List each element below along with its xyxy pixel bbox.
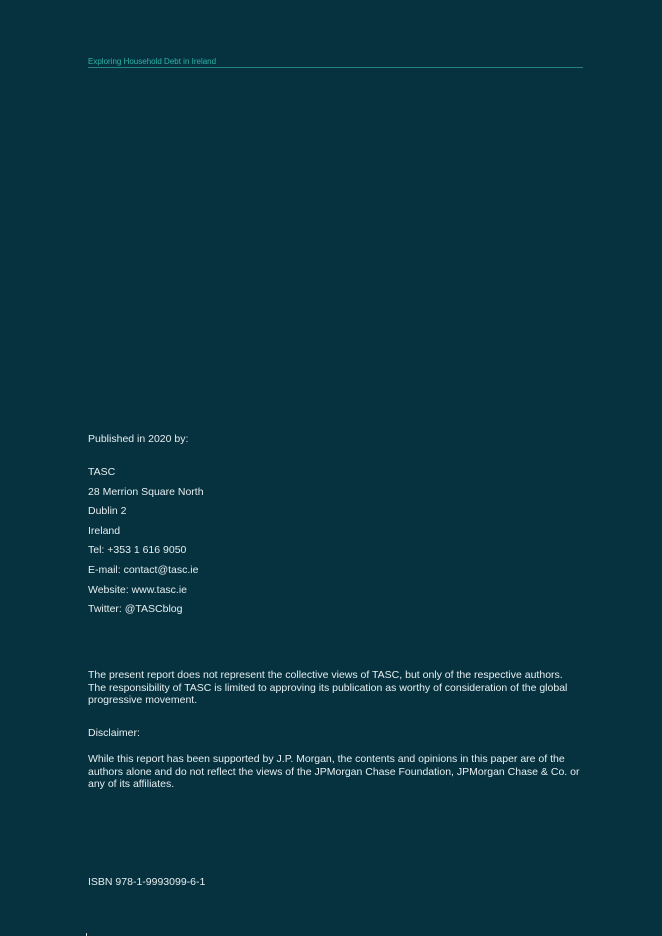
disclaimer-text: While this report has been supported by J.P. Morgan, the contents and opinions in this paper are of the authors alone and do not reflect the views of the JPMorgan Chase Foundation, JPMorgan Chase & Co. or any of its affiliates. — [88, 753, 580, 790]
running-header-title: Exploring Household Debt in Ireland — [88, 57, 217, 66]
address-line-1: 28 Merrion Square North — [88, 485, 204, 498]
twitter-handle: Twitter: @TASCblog — [88, 603, 183, 616]
telephone: Tel: +353 1 616 9050 — [88, 544, 187, 557]
email-contact: E-mail: contact@tasc.ie — [88, 563, 199, 576]
publisher-name: TASC — [88, 466, 116, 478]
address-country: Ireland — [88, 524, 121, 537]
isbn-number: ISBN 978-1-9993099-6-1 — [88, 876, 206, 888]
header-divider — [88, 67, 583, 68]
disclaimer-heading: Disclaimer: — [88, 727, 140, 739]
website-link: Website: www.tasc.ie — [88, 583, 188, 596]
responsibility-statement: The present report does not represent the collective views of TASC, but only of the respective authors. The responsibility of TASC is limited to approving its publication as worthy of consideration of the global progressive movement. — [88, 669, 568, 706]
address-line-2: Dublin 2 — [88, 505, 127, 518]
published-line: Published in 2020 by: — [88, 433, 189, 445]
publisher-address-block — [88, 466, 204, 623]
